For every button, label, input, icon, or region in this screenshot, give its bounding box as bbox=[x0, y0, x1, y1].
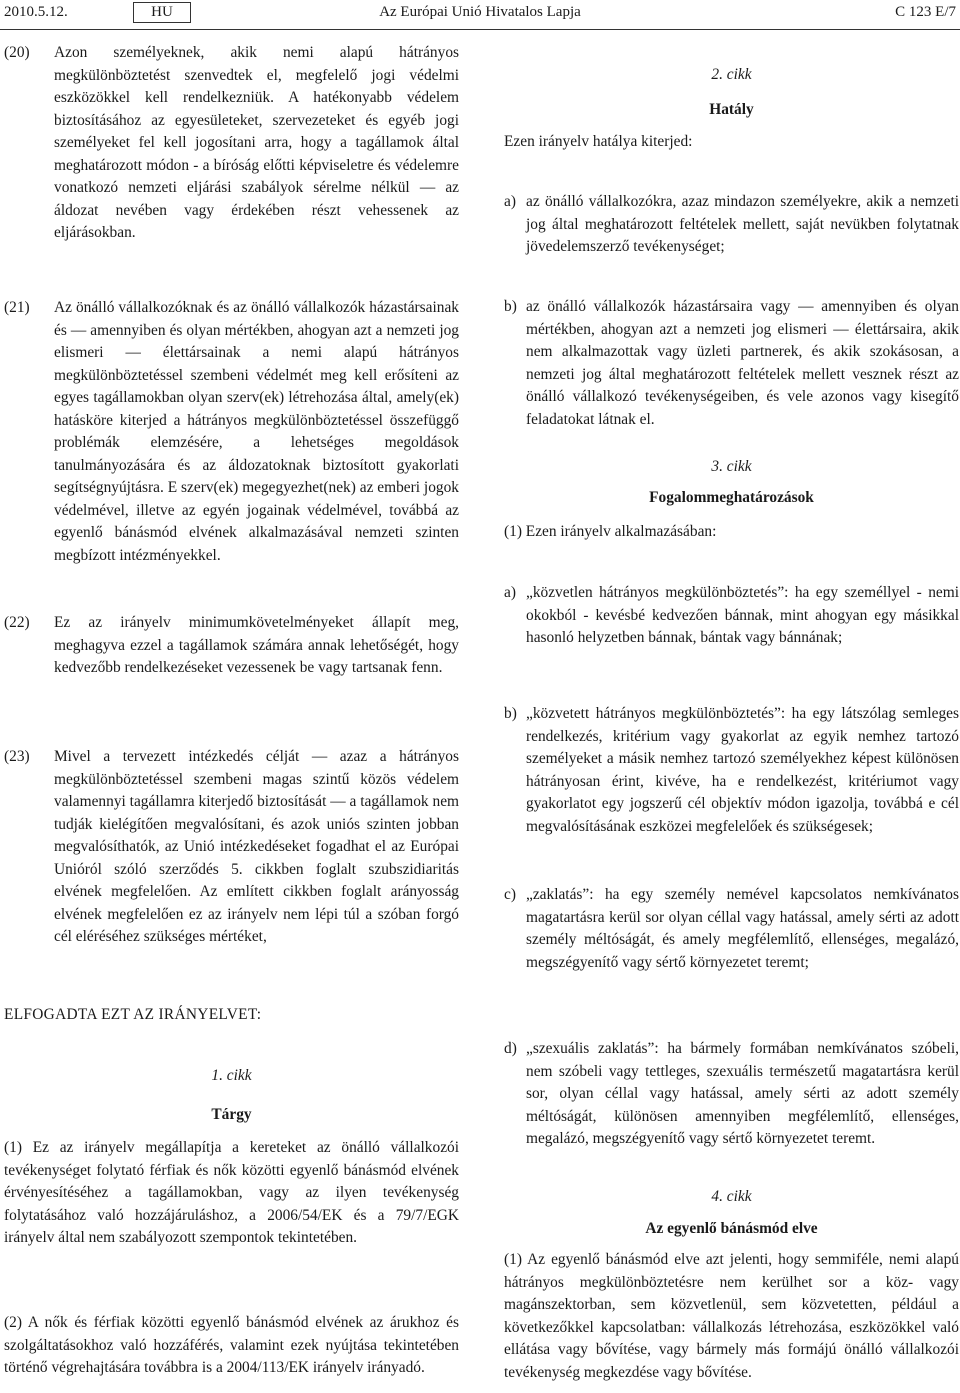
article-3-item-b bbox=[504, 703, 959, 838]
recital-number: (22) bbox=[4, 614, 30, 631]
article-4-paragraph-1: (1) Az egyenlő bánásmód elve azt jelenti, hogy semmiféle, nemi alapú hátrányos megkülönböztetésre nem kerülhet sor a köz- vagy magánszektorban, sem közvetlenül, sem közvetetten, például a következőkkel kapcsolatban: vállalkozás létrehozása, eszközökkel való ellátása vagy bővítése, vagy bármely más formájú önálló vállalkozói tevékenység megkezdése vagy bővítése. bbox=[504, 1251, 959, 1381]
item-label: a) bbox=[504, 193, 516, 210]
article-3-item-c bbox=[504, 884, 959, 974]
article-3-item-d bbox=[504, 1038, 959, 1151]
recital-text: Az önálló vállalkozóknak és az önálló vállalkozók házastársainak és — amennyiben és olyan mértékben, ahogyan azt a nemzeti jog elismeri — élettársainak a nemi alapú hátrányos megkülönböztetéssel szembeni védelmét meg kell erősíteni az egyes tagállamokban olyan szerv(ek) létrehozása által, amely(ek) hatásköre kiterjed a hátrányos megkülönböztetéssel összefüggő problémák elemzésére, a lehetséges megoldások tanulmányozására és az áldozatoknak biztosított gyakorlati segítségnyújtásra. E szerv(ek) megegyezhet(nek) az emberi jogok védelmével, illetve az egyén jogainak védelmével, továbbá az egyenlő bánásmód elvének alkalmazásával nemzeti szinten megbízott intézményekkel. bbox=[54, 299, 459, 564]
adoption-formula: ELFOGADTA EZT AZ IRÁNYELVET: bbox=[4, 1006, 262, 1023]
article-3-title: Fogalommeghatározások bbox=[649, 489, 814, 506]
article-4-label: 4. cikk bbox=[711, 1188, 752, 1205]
article-2-intro: Ezen irányelv hatálya kiterjed: bbox=[504, 133, 693, 150]
recital-number: (21) bbox=[4, 299, 30, 316]
recital-text: Mivel a tervezett intézkedés célját — azaz a hátrányos megkülönböztetéssel szembeni magas szintű közös védelem valamennyi tagállamra kiterjedő biztosítását — a tagállamok nem tudják kielégítően megvalósítani, és azok uniós szinten jobban megvalósíthatók, az Unió intézkedéseket fogadhat el az Európai Unióról szóló szerződés 5. cikkben foglalt szubszidiaritás elvének megfelelően. Az említett cikkben foglalt arányosság elvének megfelelően ez az irányelv nem lépi túl a szóban forgó cél eléréséhez szükséges mértéket, bbox=[54, 748, 459, 945]
header-divider bbox=[0, 29, 960, 30]
item-label: d) bbox=[504, 1040, 517, 1057]
article-4-title: Az egyenlő bánásmód elve bbox=[645, 1220, 818, 1237]
article-2-title: Hatály bbox=[709, 101, 754, 118]
item-text: „zaklatás”: ha egy személy nemével kapcsolatos nemkívánatos magatartásra kerül sor olyan céllal vagy hatással, amely sérti az adott személy méltóságát, és amely megfélemlítő, ellenséges, megalázó, megszégyenítő vagy sértő környezetet teremt; bbox=[526, 886, 959, 971]
recital-text: Azon személyeknek, akik nemi alapú hátrányos megkülönböztetést szenvedtek el, megfelelő jogi védelmi eszközökkel kell rendelkezniük. A hatékonyabb védelem biztosításához az egyesületeket, szervezeteket és egyéb jogi személyeket fel kell jogosítani arra, hogy a tagállamok által meghatározott módon - a bíróság előtti képviseletre és védelemre vonatkozó nemzeti eljárási szabályok sérelme nélkül — az áldozat nevében vagy érdekében részt vehessenek az eljárásokban. bbox=[54, 44, 459, 241]
item-text: az önálló vállalkozók házastársaira vagy — amennyiben és olyan mértékben, ahogyan azt a nemzeti jog elismeri — élettársaira, akik nem alkalmazottak vagy üzleti partnerek, és akik szokásosan, a nemzeti jog által meghatározott feltételek mellett vesznek részt az önálló vállalkozó tevékenységeiben, és vele azonos vagy kisegítő feladatokat látnak el. bbox=[526, 298, 959, 428]
article-3-intro: (1) Ezen irányelv alkalmazásában: bbox=[504, 523, 717, 540]
recital-number: (20) bbox=[4, 44, 30, 61]
recital-22 bbox=[4, 612, 459, 680]
article-3-item-a bbox=[504, 582, 959, 650]
recital-23 bbox=[4, 746, 459, 949]
item-label: b) bbox=[504, 705, 517, 722]
item-text: az önálló vállalkozókra, azaz mindazon személyekre, akik a nemzeti jog által meghatározott feltételek mellett, saját nevükben folytatnak jövedelemszerző tevékenységet; bbox=[526, 193, 959, 255]
recital-number: (23) bbox=[4, 748, 30, 765]
article-2-item-a bbox=[504, 191, 959, 259]
publication-date: 2010.5.12. bbox=[4, 4, 68, 20]
article-2-label: 2. cikk bbox=[711, 66, 752, 83]
article-2-item-b bbox=[504, 296, 959, 431]
recital-20 bbox=[4, 42, 459, 245]
article-1-paragraph-1: (1) Ez az irányelv megállapítja a kereteket az önálló vállalkozói tevékenységet folytató férfiak és nők közötti egyenlő bánásmód elvének érvényesítéséhez a tagállamokban, vagy az ilyen tevékenység folytatásához való hozzájáruláshoz, a 2006/54/EK és a 79/7/EGK irányelv által nem szabályozott szempontok tekintetében. bbox=[4, 1139, 459, 1246]
journal-title: Az Európai Unió Hivatalos Lapja bbox=[379, 4, 581, 20]
language-badge: HU bbox=[133, 2, 191, 23]
article-1-label: 1. cikk bbox=[211, 1067, 252, 1084]
item-text: „közvetett hátrányos megkülönböztetés”: ha egy látszólag semleges rendelkezés, kritérium vagy gyakorlat az egyik nemhez tartozó személyeket a másik nemhez tartozó személyekhez képest különösen hátrányosan érint, kivéve, ha e rendelkezést, kritériumot vagy gyakorlatot egy jogszerű cél objektív módon igazolja, továbbá e cél megvalósításának eszközei megfelelőek és szükségesek; bbox=[526, 705, 959, 835]
article-1-title: Tárgy bbox=[211, 1106, 252, 1123]
item-label: b) bbox=[504, 298, 517, 315]
recital-text: Ez az irányelv minimumkövetelményeket állapít meg, meghagyva ezzel a tagállamok számára annak lehetőségét, hogy kedvezőbb rendelkezéseket vezessenek be vagy tartsanak fenn. bbox=[54, 614, 459, 676]
article-3-label: 3. cikk bbox=[711, 458, 752, 475]
journal-reference: C 123 E/7 bbox=[895, 4, 956, 20]
item-text: „közvetlen hátrányos megkülönböztetés”: ha egy személlyel - nemi okokból - kevésbé kedvezően bánnak, mint ahogyan egy másikkal hasonló helyzetben bánnak, bántak vagy bánnának; bbox=[526, 584, 959, 646]
recital-21 bbox=[4, 297, 459, 567]
item-text: „szexuális zaklatás”: ha bármely formában nemkívánatos szóbeli, nem szóbeli vagy tettleges, szexuális természetű magatartásra kerül sor, olyan céllal vagy hatással, amely sérti az adott személy méltóságát, különösen amennyiben megfélemlítő, ellenséges, megalázó, megszégyenítő vagy sértő környezetet teremt. bbox=[526, 1040, 959, 1147]
item-label: c) bbox=[504, 886, 516, 903]
article-1-paragraph-2: (2) A nők és férfiak közötti egyenlő bánásmód elvének az árukhoz és szolgáltatásokhoz való hozzáférés, valamint ezek nyújtása tekintetében történő végrehajtására továbbra is a 2004/113/EK irányelv irányadó. bbox=[4, 1314, 459, 1376]
item-label: a) bbox=[504, 584, 516, 601]
page-header bbox=[0, 0, 960, 26]
